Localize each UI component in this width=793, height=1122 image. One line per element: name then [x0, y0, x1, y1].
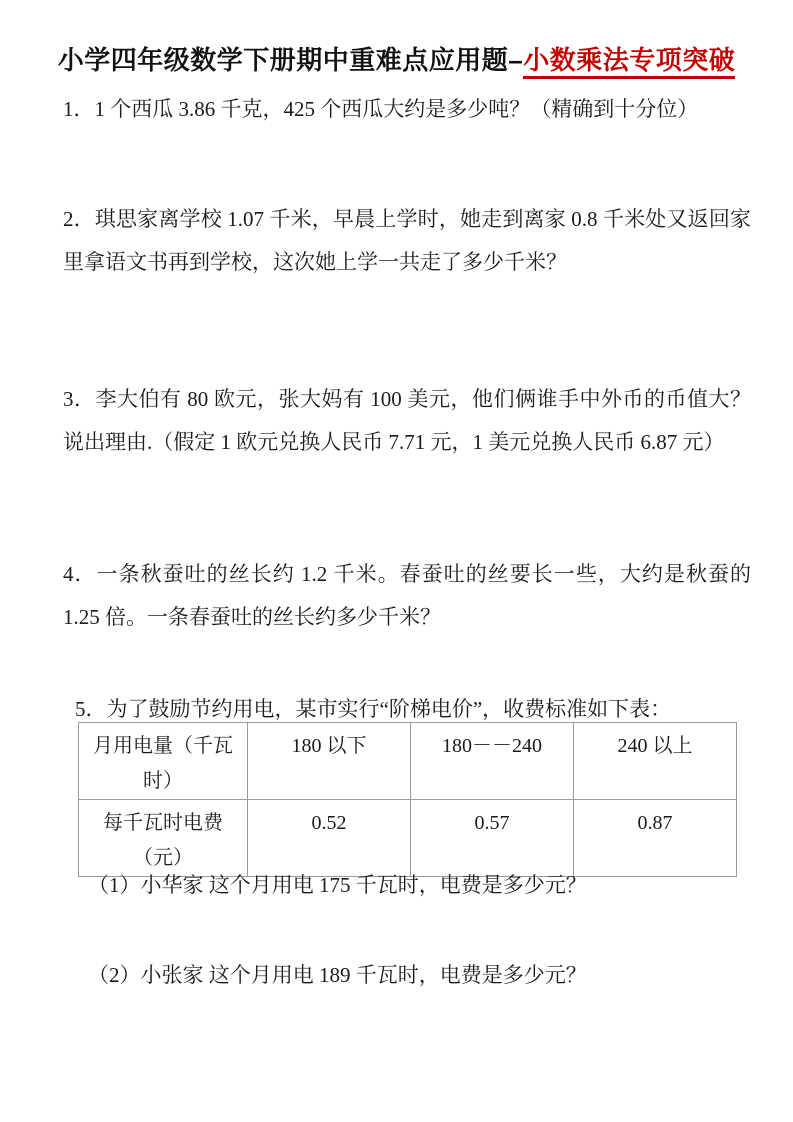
title-highlight-text: 小数乘法专项突破: [523, 45, 735, 79]
question-3: 3．李大伯有 80 欧元，张大妈有 100 美元，他们俩谁手中外币的币值大？说出理由.（假定 1 欧元兑换人民币 7.71 元，1 美元兑换人民币 6.87 元）: [63, 387, 751, 454]
table-cell-tier1-price: 0.52: [248, 800, 411, 877]
table-cell-tier1-range: 180 以下: [248, 723, 411, 800]
title-dash: –: [508, 45, 524, 75]
question-1: 1．1 个西瓜 3.86 千克，425 个西瓜大约是多少吨？（精确到十分位）: [63, 97, 699, 121]
sub-question-2: （2）小张家 这个月用电 189 千瓦时，电费是多少元？: [88, 963, 587, 987]
table-row-price: [79, 800, 737, 877]
question-5: 5．为了鼓励节约用电，某市实行“阶梯电价”，收费标准如下表：: [75, 697, 672, 721]
table-cell-usage-label: 月用电量（千瓦时）: [79, 723, 248, 800]
table-cell-tier3-price: 0.87: [574, 800, 737, 877]
page-title: [0, 42, 793, 78]
question-2: 2．琪思家离学校 1.07 千米，早晨上学时，她走到离家 0.8 千米处又返回家里拿语文书再到学校，这次她上学一共走了多少千米？: [63, 207, 751, 274]
electricity-rate-table: [78, 722, 737, 877]
title-main-text: 小学四年级数学下册期中重难点应用题: [57, 45, 509, 75]
table-cell-tier2-price: 0.57: [411, 800, 574, 877]
table-row-usage: [79, 723, 737, 800]
table-cell-tier2-range: 180－－240: [411, 723, 574, 800]
question-4: 4．一条秋蚕吐的丝长约 1.2 千米。春蚕吐的丝要长一些，大约是秋蚕的 1.25 倍。一条春蚕吐的丝长约多少千米？: [63, 562, 751, 629]
table-cell-tier3-range: 240 以上: [574, 723, 737, 800]
table-cell-price-label: 每千瓦时电费（元）: [79, 800, 248, 877]
sub-question-1: （1）小华家 这个月用电 175 千瓦时，电费是多少元？: [88, 873, 587, 897]
